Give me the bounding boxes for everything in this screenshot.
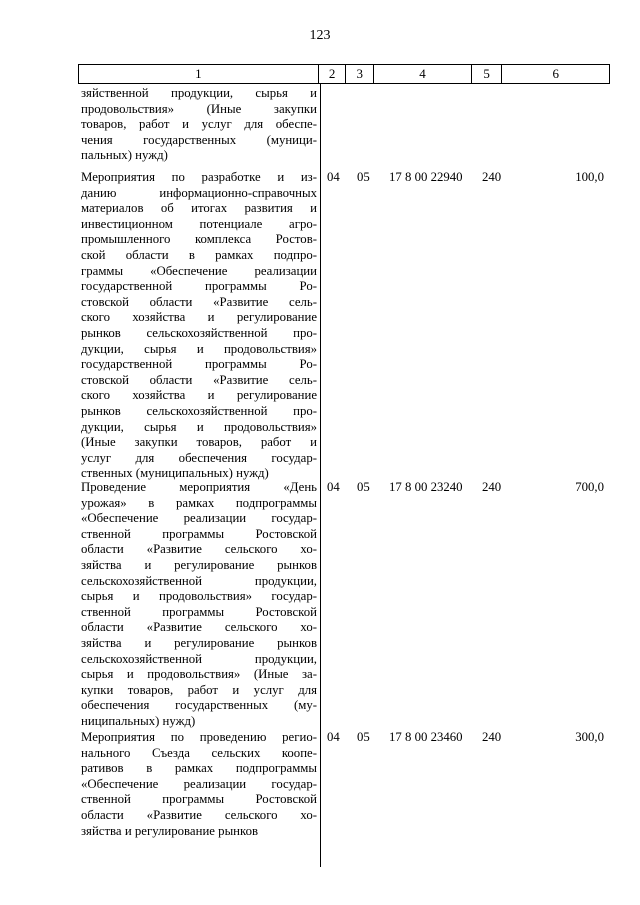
description-line: государственной программы Ро- <box>81 357 317 372</box>
header-col-4: 4 <box>373 65 471 83</box>
description-line: рынков сельскохозяйственной про- <box>81 403 317 418</box>
header-col-1: 1 <box>195 66 202 81</box>
description-line: области «Развитие сельского хо- <box>81 620 317 635</box>
description-line: услуг для обеспечения государ- <box>81 450 317 465</box>
row-3-target-article-code: 17 8 00 23460 <box>389 730 463 744</box>
description-line: зяйственной продукции, сырья и <box>81 86 317 100</box>
row-2-subsection-code: 05 <box>357 480 370 494</box>
description-line: ственной программы Ростовской <box>81 792 317 807</box>
description-line: зяйства и регулирование рынков <box>81 635 317 650</box>
description-line: продовольствия» (Иные закупки <box>81 101 317 116</box>
row-1-expense-type-code: 240 <box>482 170 502 184</box>
row-3-description <box>81 730 317 839</box>
description-line: ского хозяйства и регулирование <box>81 310 317 325</box>
description-line: дукции, сырья и продовольствия» <box>81 419 317 434</box>
row-2-target-article-code: 17 8 00 23240 <box>389 480 463 494</box>
header-col-6: 6 <box>501 65 609 83</box>
description-line: ниципальных) нужд) <box>81 713 196 728</box>
description-line: государственной программы Ро- <box>81 279 317 294</box>
description-line: ского хозяйства и регулирование <box>81 388 317 403</box>
description-line: стовской области «Развитие сель- <box>81 294 317 309</box>
header-col-2: 2 <box>318 65 346 83</box>
page-number: 123 <box>309 28 331 43</box>
table-header <box>78 64 610 84</box>
description-line: данию информационно-справочных <box>81 185 317 200</box>
description-line: товаров, работ и услуг для обеспе- <box>81 117 317 132</box>
row-2-description <box>81 480 317 730</box>
header-col-3: 3 <box>345 65 373 83</box>
description-line: ственной программы Ростовской <box>81 604 317 619</box>
row-1-amount: 100,0 <box>575 170 604 184</box>
description-line: «Обеспечение реализации государ- <box>81 776 317 791</box>
description-line: чения государственных (муници- <box>81 132 317 147</box>
row-3-expense-type-code: 240 <box>482 730 502 744</box>
description-line: стовской области «Развитие сель- <box>81 372 317 387</box>
row-1-target-article-code: 17 8 00 22940 <box>389 170 463 184</box>
description-line: зяйства и регулирование рынков <box>81 823 259 838</box>
description-line: сельскохозяйственной продукции, <box>81 651 317 666</box>
description-line: области «Развитие сельского хо- <box>81 807 317 822</box>
row-1-description <box>81 170 317 482</box>
row-0-description <box>81 86 317 164</box>
description-line: ственной программы Ростовской <box>81 526 317 541</box>
description-line: (Иные закупки товаров, работ и <box>81 435 317 450</box>
description-line: обеспечения государственных (му- <box>81 698 317 713</box>
description-line: рынков сельскохозяйственной про- <box>81 325 317 340</box>
description-line: граммы «Обеспечение реализации <box>81 263 317 278</box>
row-3-amount: 300,0 <box>575 730 604 744</box>
row-2-amount: 700,0 <box>575 480 604 494</box>
column-divider <box>320 84 321 867</box>
description-line: материалов об итогах развития и <box>81 201 317 216</box>
description-line: урожая» в рамках подпрограммы <box>81 495 317 510</box>
description-line: пальных) нужд) <box>81 148 168 163</box>
description-line: сырья и продовольствия» (Иные за- <box>81 667 317 682</box>
description-line: инвестиционном потенциале агро- <box>81 216 317 231</box>
description-line: области «Развитие сельского хо- <box>81 542 317 557</box>
description-line: ственных (муниципальных) нужд) <box>81 466 269 481</box>
row-2-expense-type-code: 240 <box>482 480 502 494</box>
description-line: сельскохозяйственной продукции, <box>81 573 317 588</box>
description-line: «Обеспечение реализации государ- <box>81 511 317 526</box>
description-line: Мероприятия по проведению регио- <box>81 730 317 744</box>
row-2-section-code: 04 <box>327 480 340 494</box>
description-line: ской области в рамках подпро- <box>81 247 317 262</box>
description-line: сырья и продовольствия» государ- <box>81 589 317 604</box>
description-line: зяйства и регулирование рынков <box>81 557 317 572</box>
description-line: ративов в рамках подпрограммы <box>81 761 317 776</box>
row-3-subsection-code: 05 <box>357 730 370 744</box>
row-1-subsection-code: 05 <box>357 170 370 184</box>
description-line: купки товаров, работ и услуг для <box>81 682 317 697</box>
description-line: нального Съезда сельских коопе- <box>81 745 317 760</box>
row-3-section-code: 04 <box>327 730 340 744</box>
description-line: промышленного комплекса Ростов- <box>81 232 317 247</box>
description-line: Проведение мероприятия «День <box>81 480 317 494</box>
header-col-5: 5 <box>471 65 502 83</box>
description-line: дукции, сырья и продовольствия» <box>81 341 317 356</box>
row-1-section-code: 04 <box>327 170 340 184</box>
description-line: Мероприятия по разработке и из- <box>81 170 317 184</box>
